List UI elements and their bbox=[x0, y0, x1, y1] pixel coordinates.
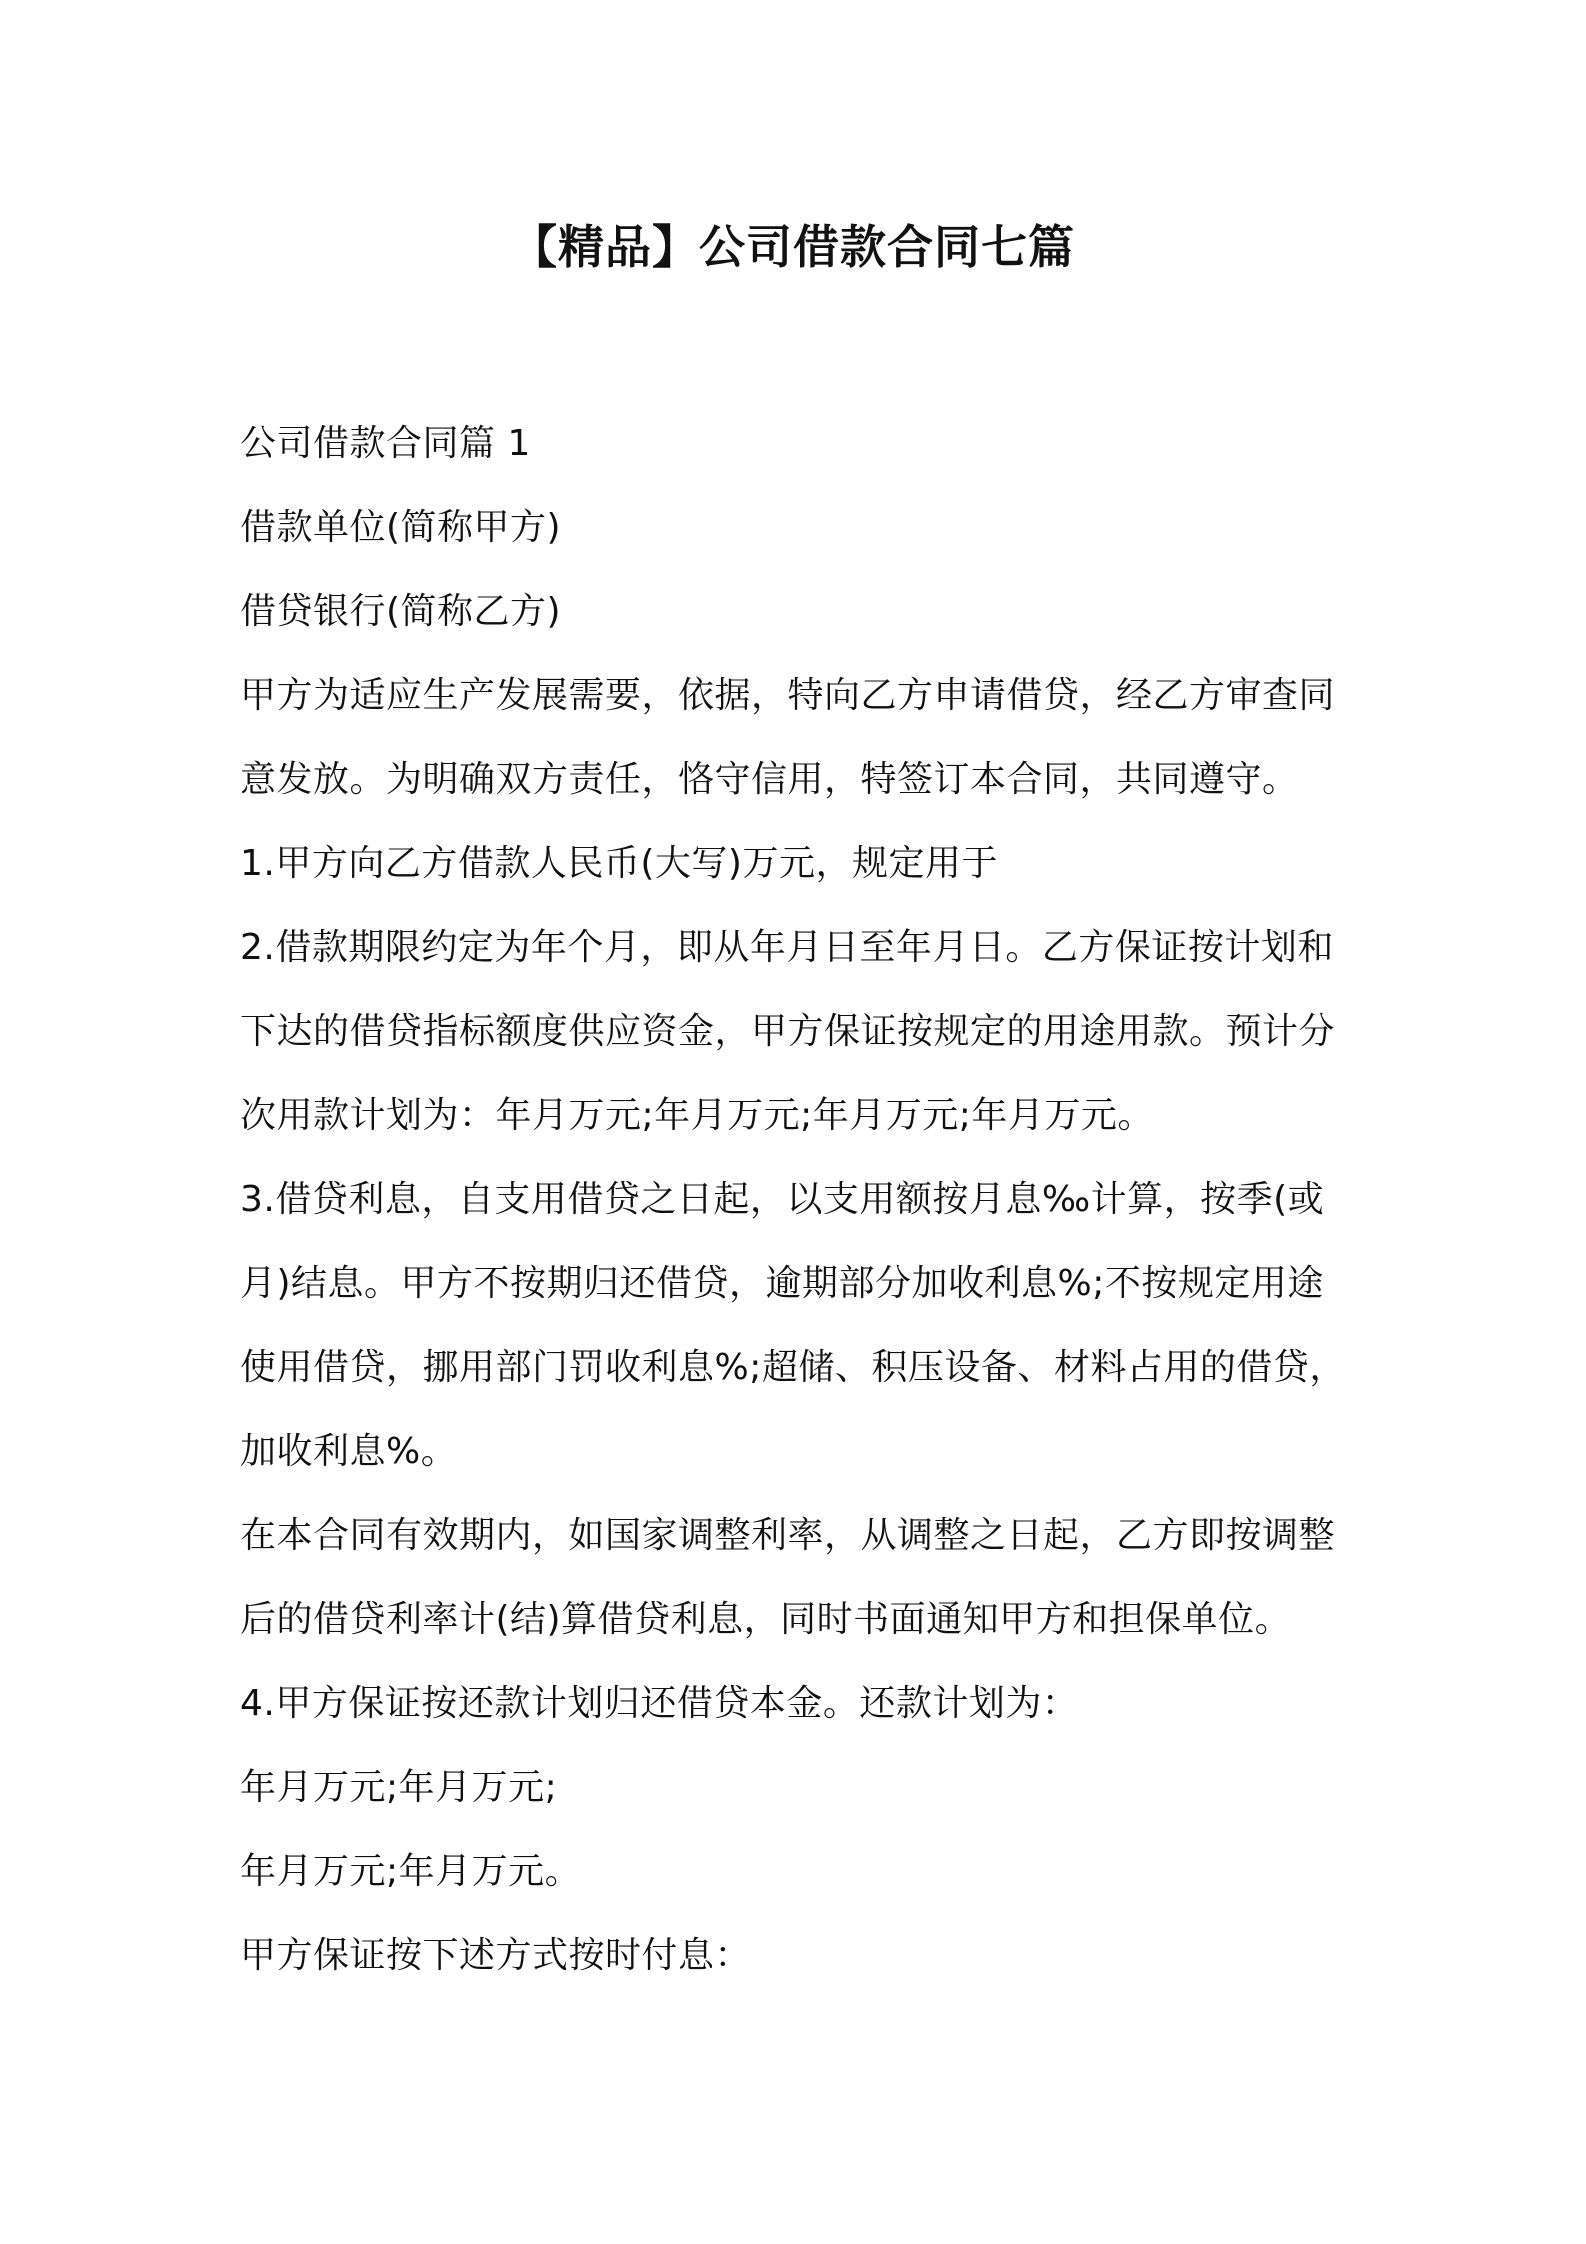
text-line: 在本合同有效期内，如国家调整利率，从调整之日起，乙方即按调整 bbox=[240, 1515, 1336, 1556]
text-line: 甲方为适应生产发展需要，依据，特向乙方申请借贷，经乙方审查同 bbox=[240, 675, 1336, 716]
text-line: 使用借贷，挪用部门罚收利息%;超储、积压设备、材料占用的借贷， bbox=[240, 1347, 1346, 1388]
text-line: 年月万元;年月万元; bbox=[240, 1767, 558, 1808]
text-line: 加收利息%。 bbox=[240, 1431, 458, 1472]
text-line: 1.甲方向乙方借款人民币(大写)万元，规定用于 bbox=[240, 843, 998, 884]
text-line: 3.借贷利息，自支用借贷之日起，以支用额按月息‰计算，按季(或 bbox=[240, 1179, 1325, 1220]
text-line: 4.甲方保证按还款计划归还借贷本金。还款计划为： bbox=[240, 1683, 1079, 1724]
text-line: 借贷银行(简称乙方) bbox=[240, 591, 562, 632]
text-line: 下达的借贷指标额度供应资金，甲方保证按规定的用途用款。预计分 bbox=[240, 1011, 1336, 1052]
section-heading: 公司借款合同篇 1 bbox=[240, 423, 531, 464]
text-line: 次用款计划为：年月万元;年月万元;年月万元;年月万元。 bbox=[240, 1095, 1154, 1136]
text-line: 意发放。为明确双方责任，恪守信用，特签订本合同，共同遵守。 bbox=[240, 759, 1299, 800]
text-line: 甲方保证按下述方式按时付息： bbox=[240, 1935, 752, 1976]
text-line: 月)结息。甲方不按期归还借贷，逾期部分加收利息%;不按规定用途 bbox=[240, 1263, 1324, 1304]
text-line: 后的借贷利率计(结)算借贷利息，同时书面通知甲方和担保单位。 bbox=[240, 1599, 1292, 1640]
text-line: 借款单位(简称甲方) bbox=[240, 507, 562, 548]
document-body bbox=[240, 402, 1360, 1998]
text-line: 年月万元;年月万元。 bbox=[240, 1851, 582, 1892]
document-title: 【精品】公司借款合同七篇 bbox=[511, 220, 1075, 274]
text-line: 2.借款期限约定为年个月，即从年月日至年月日。乙方保证按计划和 bbox=[240, 927, 1334, 968]
